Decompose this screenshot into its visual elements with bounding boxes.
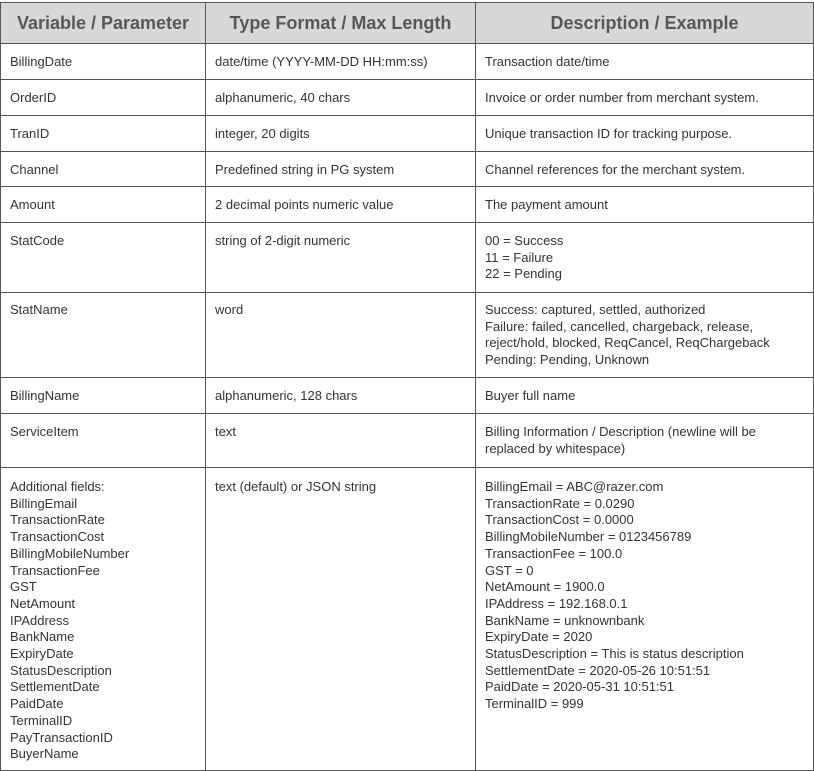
table-row	[1, 187, 814, 223]
variable-cell: OrderID	[1, 80, 206, 116]
table-row	[1, 223, 814, 293]
description-line: 22 = Pending	[485, 266, 562, 282]
type-cell: text	[206, 414, 476, 468]
variable-line: SettlementDate	[10, 679, 100, 695]
description-line: GST = 0	[485, 562, 534, 578]
description-line: Success: captured, settled, authorized	[485, 302, 706, 317]
variable-line: BuyerName	[10, 746, 79, 762]
table-row	[1, 152, 814, 187]
variable-line: TransactionFee	[10, 562, 100, 578]
variable-line: GST	[10, 579, 37, 595]
description-cell: Invoice or order number from merchant system.	[476, 80, 814, 116]
table-row	[1, 116, 814, 152]
description-line: 11 = Failure	[485, 249, 554, 265]
table-row	[1, 378, 814, 414]
header-variable: Variable / Parameter	[1, 3, 206, 44]
variable-cell: Amount	[1, 187, 206, 223]
description-line: Pending: Pending, Unknown	[485, 352, 650, 368]
table-row	[1, 293, 814, 378]
variable-line: PaidDate	[10, 696, 64, 712]
type-cell: word	[206, 293, 476, 378]
description-line: BillingMobileNumber = 0123456789	[485, 529, 692, 545]
type-cell: 2 decimal points numeric value	[206, 187, 476, 223]
table-row	[1, 414, 814, 468]
variable-line: ExpiryDate	[10, 646, 74, 662]
description-line: TransactionCost = 0.0000	[485, 512, 634, 528]
header-type: Type Format / Max Length	[206, 3, 476, 44]
description-line: TransactionRate = 0.0290	[485, 495, 635, 511]
description-line: Failure: failed, cancelled, chargeback, release,	[485, 318, 754, 334]
description-cell: Transaction date/time	[476, 44, 814, 80]
description-line: reject/hold, blocked, ReqCancel, ReqChargeback	[485, 335, 770, 351]
description-cell: Unique transaction ID for tracking purpose.	[476, 116, 814, 152]
variable-line: IPAddress	[10, 612, 70, 628]
description-line: StatusDescription = This is status description	[485, 646, 744, 662]
variable-cell: BillingName	[1, 378, 206, 414]
description-line: BankName = unknownbank	[485, 612, 645, 628]
table-row	[1, 80, 814, 116]
description-cell	[476, 223, 814, 293]
table-row	[1, 44, 814, 80]
variable-line: TerminalID	[10, 712, 73, 728]
description-cell: Channel references for the merchant system.	[476, 152, 814, 187]
variable-line: BankName	[10, 629, 75, 645]
type-cell: alphanumeric, 128 chars	[206, 378, 476, 414]
variable-line: NetAmount	[10, 595, 76, 611]
description-cell	[476, 293, 814, 378]
type-cell: text (default) or JSON string	[206, 468, 476, 771]
variable-cell: Channel	[1, 152, 206, 187]
variable-cell	[1, 468, 206, 771]
type-cell: date/time (YYYY-MM-DD HH:mm:ss)	[206, 44, 476, 80]
description-cell	[476, 468, 814, 771]
description-cell: Buyer full name	[476, 378, 814, 414]
parameter-table	[0, 2, 814, 771]
description-line: 00 = Success	[485, 233, 564, 248]
variable-line: StatusDescription	[10, 662, 112, 678]
description-line: BillingEmail = ABC@razer.com	[485, 479, 664, 494]
header-description: Description / Example	[476, 3, 814, 44]
description-line: NetAmount = 1900.0	[485, 579, 605, 595]
description-line: ExpiryDate = 2020	[485, 629, 593, 645]
type-cell: integer, 20 digits	[206, 116, 476, 152]
variable-cell: BillingDate	[1, 44, 206, 80]
type-cell: string of 2-digit numeric	[206, 223, 476, 293]
variable-line: PayTransactionID	[10, 729, 113, 745]
description-cell	[476, 414, 814, 468]
variable-line: BillingEmail	[10, 495, 78, 511]
description-line: PaidDate = 2020-05-31 10:51:51	[485, 679, 675, 695]
description-line: TerminalID = 999	[485, 696, 584, 712]
table-row	[1, 468, 814, 771]
description-line: SettlementDate = 2020-05-26 10:51:51	[485, 662, 711, 678]
variable-cell: StatCode	[1, 223, 206, 293]
variable-line: BillingMobileNumber	[10, 545, 130, 561]
description-cell: The payment amount	[476, 187, 814, 223]
description-line: IPAddress = 192.168.0.1	[485, 595, 628, 611]
type-cell: alphanumeric, 40 chars	[206, 80, 476, 116]
description-line: TransactionFee = 100.0	[485, 545, 623, 561]
variable-line: Additional fields:	[10, 479, 105, 494]
variable-cell: TranID	[1, 116, 206, 152]
type-cell: Predefined string in PG system	[206, 152, 476, 187]
variable-line: TransactionRate	[10, 512, 105, 528]
description-text: Billing Information / Description (newline will be replaced by whitespace)	[485, 424, 756, 456]
variable-cell: ServiceItem	[1, 414, 206, 468]
table-header-row	[1, 3, 814, 44]
variable-line: TransactionCost	[10, 529, 105, 545]
variable-cell: StatName	[1, 293, 206, 378]
